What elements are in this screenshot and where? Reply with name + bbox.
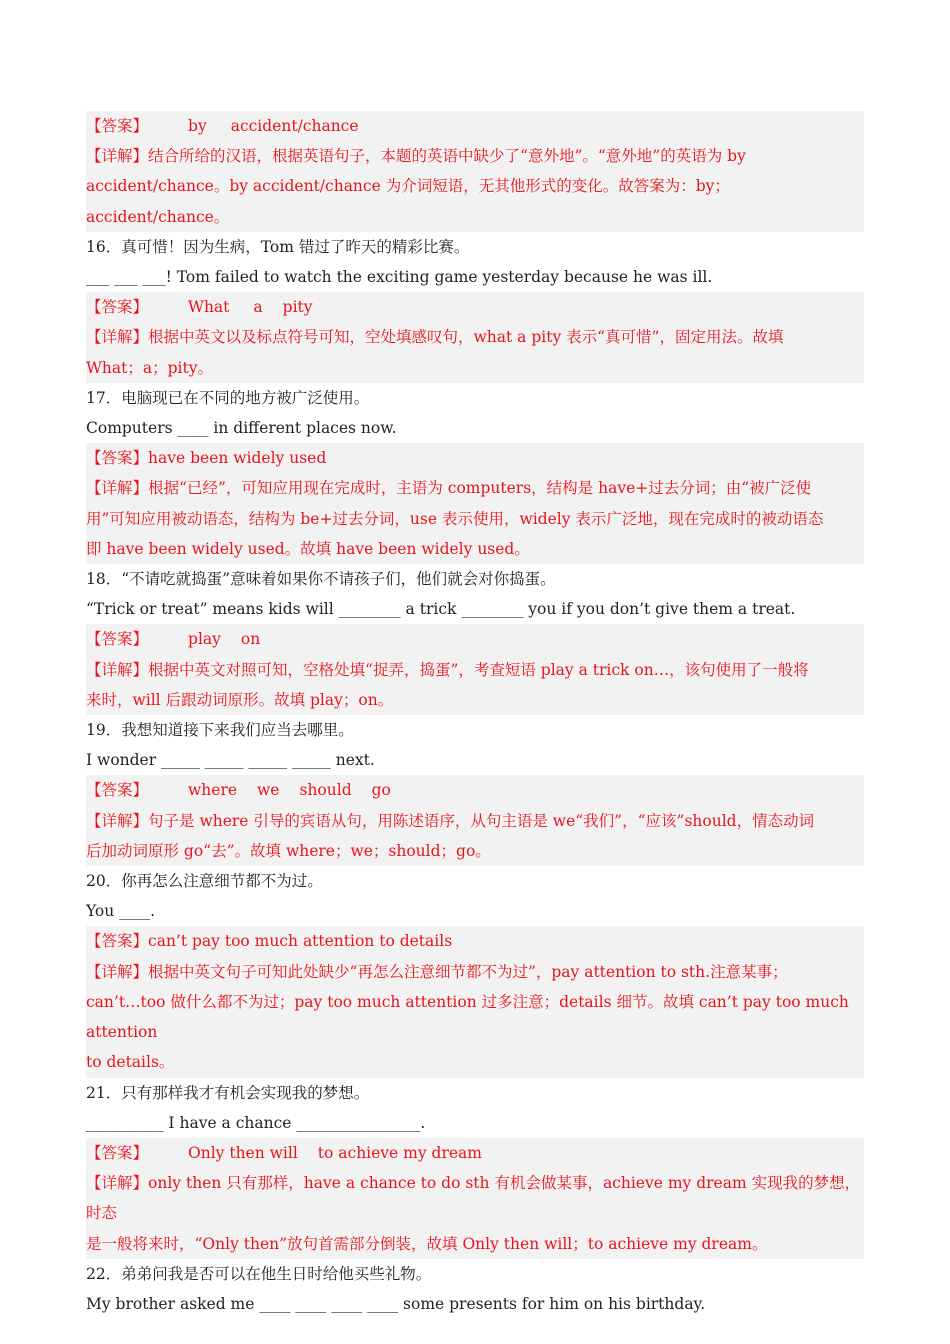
- answer-value: Only then will: [188, 1143, 298, 1162]
- detail-label: 【详解】: [86, 479, 149, 498]
- answer-value: on: [240, 630, 261, 649]
- detail-line-16: What；a；pity。: [86, 358, 213, 377]
- detail-line-17: [86, 473, 864, 503]
- detail-line-21: [86, 1168, 864, 1228]
- detail-line-20: [86, 957, 864, 987]
- answer-value: pity: [282, 298, 313, 317]
- answer-value: should: [299, 781, 352, 800]
- detail-line-21: 是一般将来时，“Only then”放句首需部分倒装，故填 Only then will；to achieve my dream。: [86, 1234, 768, 1253]
- answer-line-18: [86, 624, 864, 654]
- question-en-16: ___ ___ ___! Tom failed to watch the exciting game yesterday because he was ill.: [86, 268, 713, 287]
- detail-text: 根据中英文句子可知此处缺少“再怎么注意细节都不为过”，pay attention to sth.注意某事；: [148, 962, 788, 981]
- answer-value: go: [371, 781, 391, 800]
- question-en-21: __________ I have a chance ________________.: [86, 1113, 426, 1132]
- answer-value: by: [188, 117, 207, 135]
- detail-line-19: 后加动词原形 go“去”。故填 where；we；should；go。: [86, 841, 491, 860]
- detail-line-18: 来时，will 后跟动词原形。故填 play；on。: [86, 690, 394, 709]
- answer-value: we: [257, 781, 280, 800]
- answer-line-19: [86, 775, 864, 805]
- answer-line-21: [86, 1138, 864, 1168]
- detail-text: only then 只有那样，have a chance to do sth 有机会做某事，achieve my dream 实现我的梦想，时态: [86, 1174, 861, 1223]
- answer-line-16: [86, 292, 864, 322]
- answer-block-19: [86, 775, 864, 866]
- question-cn-22: 22．弟弟问我是否可以在他生日时给他买些礼物。: [86, 1264, 432, 1283]
- detail-line-20: can’t…too 做什么都不为过；pay too much attention 过多注意；details 细节。故填 can’t pay too much attention: [86, 992, 854, 1042]
- detail-label: 【详解】: [86, 962, 149, 981]
- answer-label: 【答案】: [86, 117, 149, 135]
- answer-value: have been widely used: [148, 449, 327, 468]
- question-cn-20: 20．你再怎么注意细节都不为过。: [86, 872, 323, 891]
- answer-block-18: [86, 624, 864, 715]
- question-list: [86, 111, 864, 1319]
- answer-label: 【答案】: [86, 1143, 149, 1162]
- answer-label: 【答案】: [86, 449, 149, 468]
- detail-text: 根据中英文对照可知，空格处填“捉弄，捣蛋”，考查短语 play a trick on…，该句使用了一般将: [148, 660, 809, 679]
- answer-line-20: [86, 926, 864, 956]
- question-cn-16: 16．真可惜！因为生病，Tom 错过了昨天的精彩比赛。: [86, 237, 470, 256]
- answer-line-15: [86, 111, 864, 141]
- detail-label: 【详解】: [86, 811, 149, 830]
- question-cn-17: 17．电脑现已在不同的地方被广泛使用。: [86, 388, 370, 407]
- detail-label: 【详解】: [86, 1174, 149, 1193]
- question-en-22: My brother asked me ____ ____ ____ ____ some presents for him on his birthday.: [86, 1294, 706, 1313]
- detail-line-17: 用”可知应用被动语态，结构为 be+过去分词，use 表示使用，widely 表示广泛地，现在完成时的被动语态: [86, 509, 824, 528]
- question-cn-18: 18．“不请吃就捣蛋”意味着如果你不请孩子们，他们就会对你捣蛋。: [86, 570, 556, 589]
- detail-text: 句子是 where 引导的宾语从句，用陈述语序，从句主语是 we“我们”，“应该”should，情态动词: [148, 811, 815, 830]
- answer-label: 【答案】: [86, 781, 149, 800]
- question-en-20: You ____.: [86, 902, 156, 921]
- answer-value: play: [188, 630, 221, 649]
- answer-value: can’t pay too much attention to details: [148, 932, 453, 951]
- detail-line-17: 即 have been widely used。故填 have been widely used。: [86, 539, 530, 558]
- detail-label: 【详解】: [86, 660, 149, 679]
- detail-line-16: [86, 322, 864, 352]
- detail-line-15: [86, 141, 864, 171]
- answer-value: accident/chance: [230, 117, 359, 135]
- detail-text: 根据中英文以及标点符号可知，空处填感叹句，what a pity 表示“真可惜”，固定用法。故填: [148, 328, 784, 347]
- answer-line-17: [86, 443, 864, 473]
- detail-line-15: accident/chance。by accident/chance 为介词短语，无其他形式的变化。故答案为：by；accident/chance。: [86, 177, 730, 226]
- answer-block-17: [86, 443, 864, 564]
- question-en-18: “Trick or treat” means kids will ________ a trick ________ you if you don’t give them a treat.: [86, 600, 796, 619]
- answer-label: 【答案】: [86, 630, 149, 649]
- detail-text: 根据“已经”，可知应用现在完成时，主语为 computers，结构是 have+过去分词；由“被广泛使: [148, 479, 812, 498]
- question-en-19: I wonder _____ _____ _____ _____ next.: [86, 751, 375, 770]
- question-en-17: Computers ____ in different places now.: [86, 419, 397, 438]
- answer-value: where: [188, 781, 238, 800]
- answer-value: a: [253, 298, 263, 317]
- answer-label: 【答案】: [86, 932, 149, 951]
- answer-value: What: [188, 298, 230, 317]
- question-cn-19: 19．我想知道接下来我们应当去哪里。: [86, 721, 354, 740]
- detail-line-18: [86, 655, 864, 685]
- answer-block-16: [86, 292, 864, 383]
- answer-block-20: [86, 926, 864, 1077]
- answer-block-21: [86, 1138, 864, 1259]
- answer-value: to achieve my dream: [317, 1143, 482, 1162]
- answer-label: 【答案】: [86, 298, 149, 317]
- detail-text: 结合所给的汉语，根据英语句子，本题的英语中缺少了“意外地”。“意外地”的英语为 by: [148, 147, 746, 166]
- answer-block-15: [86, 111, 864, 232]
- detail-label: 【详解】: [86, 328, 149, 347]
- detail-line-19: [86, 806, 864, 836]
- question-cn-21: 21．只有那样我才有机会实现我的梦想。: [86, 1083, 370, 1102]
- detail-line-20: to details。: [86, 1053, 175, 1072]
- detail-label: 【详解】: [86, 147, 149, 166]
